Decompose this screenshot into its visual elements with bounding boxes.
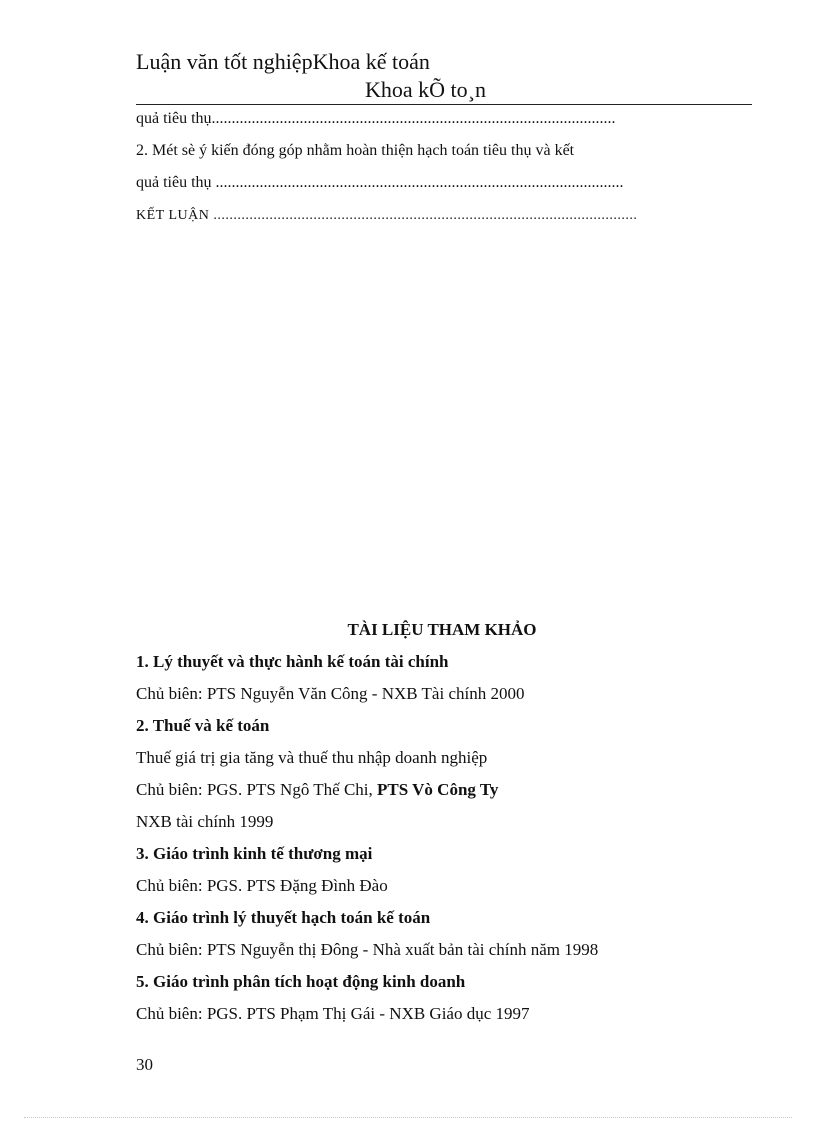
reference-detail: NXB tài chính 1999 <box>136 812 274 831</box>
page-bottom-divider <box>24 1117 792 1118</box>
reference-detail: Chủ biên: PGS. PTS Phạm Thị Gái - NXB Giáo dục 1997 <box>136 1004 530 1023</box>
reference-detail-prefix: Chủ biên: PGS. PTS Ngô Thế Chi, <box>136 780 378 799</box>
toc-entry-continuation: quả tiêu thụ..................................................................................................... <box>136 110 616 127</box>
reference-heading-3: 3. Giáo trình kinh tế thương mại <box>136 844 373 863</box>
toc-entry-section-2: 2. Mét sè ý kiến đóng góp nhằm hoàn thiện hạch toán tiêu thụ và kết <box>136 142 575 159</box>
reference-heading-5: 5. Giáo trình phân tích hoạt động kinh doanh <box>136 972 466 991</box>
running-header-line2: Khoa kÕ to¸n <box>365 77 486 102</box>
toc-entry-conclusion: KẾT LUẬN .......................................................................................................... <box>136 208 638 223</box>
reference-heading-1: 1. Lý thuyết và thực hành kế toán tài chính <box>136 652 449 671</box>
reference-heading-4: 4. Giáo trình lý thuyết hạch toán kế toán <box>136 908 431 927</box>
reference-heading-2: 2. Thuế và kế toán <box>136 716 270 735</box>
reference-detail: Chủ biên: PTS Nguyễn Văn Công - NXB Tài chính 2000 <box>136 684 525 703</box>
reference-detail: Chủ biên: PTS Nguyễn thị Đông - Nhà xuất bản tài chính năm 1998 <box>136 940 599 959</box>
reference-detail <box>136 778 498 802</box>
toc-entry-section-2-continuation: quả tiêu thụ ...................................................................................................... <box>136 174 624 191</box>
reference-detail: Thuế giá trị gia tăng và thuế thu nhập doanh nghiệp <box>136 748 488 767</box>
running-header-line1: Luận văn tốt nghiệpKhoa kế toán <box>136 49 430 74</box>
page-number: 30 <box>136 1055 153 1074</box>
reference-detail-bold: PTS Vò Công Ty <box>377 780 499 799</box>
header-rule <box>136 104 752 105</box>
references-title: TÀI LIỆU THAM KHẢO <box>347 620 537 639</box>
reference-detail: Chủ biên: PGS. PTS Đặng Đình Đào <box>136 876 388 895</box>
